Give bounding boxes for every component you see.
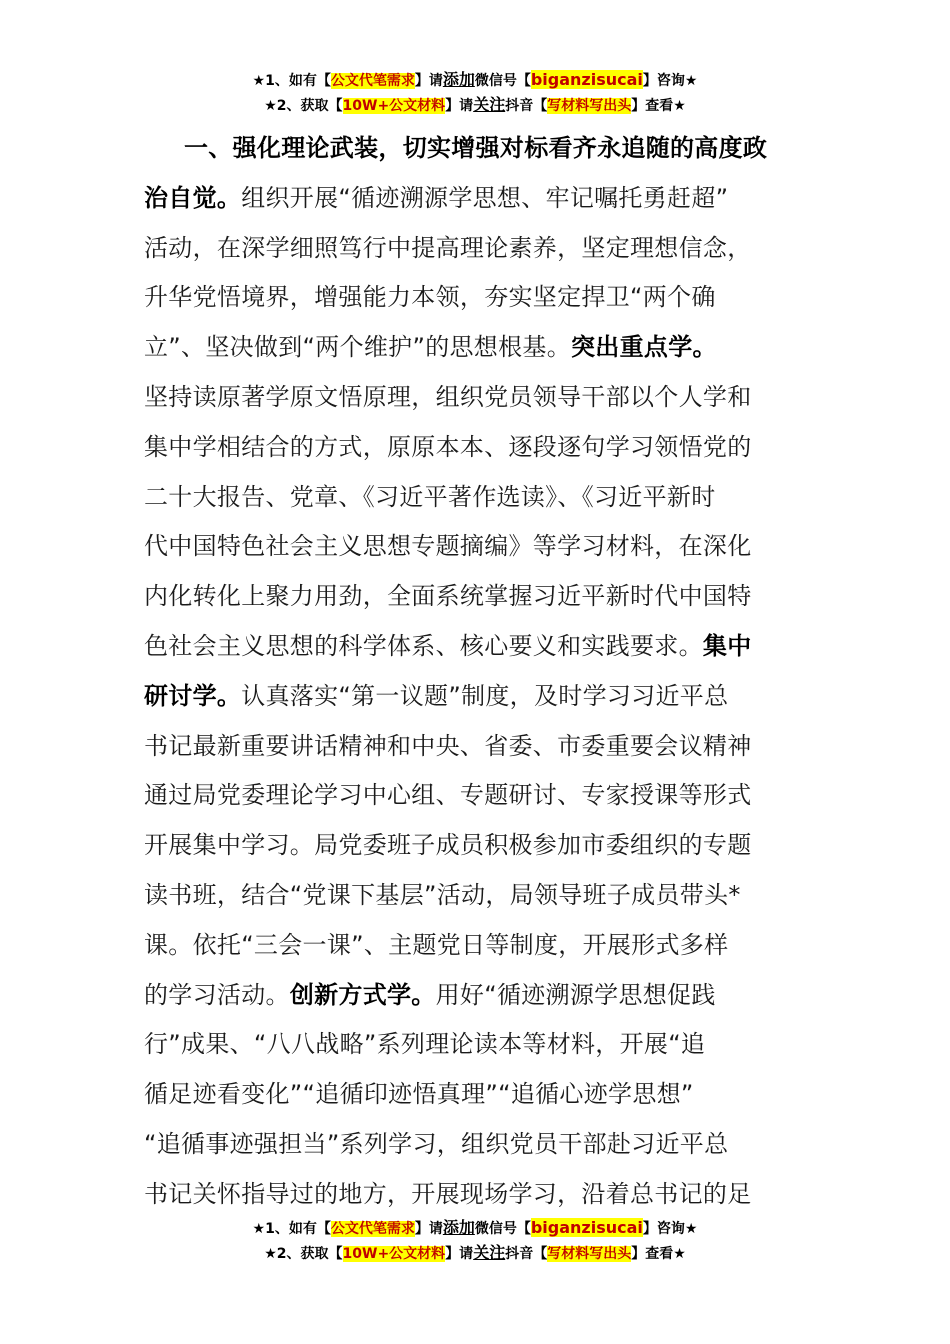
- text-line: [144, 174, 808, 224]
- text-line: 课。依托“三会一课”、主题党日等制度，开展形式多样: [144, 930, 729, 959]
- highlight-service: 公文代笔需求: [330, 1221, 415, 1237]
- document-body: [144, 124, 808, 1220]
- text-line: [144, 323, 808, 373]
- text: 认真落实“第一议题”制度，及时学习习近平总: [241, 681, 729, 710]
- subheading: 突出重点学。: [571, 333, 717, 362]
- text-line: 坚持读原著学原文悟原理，组织党员领导干部以个人学和: [144, 382, 752, 411]
- text-line: 行”成果、“八八战略”系列理论读本等材料，开展“追: [144, 1030, 706, 1059]
- highlight-materials: 10W+公文材料: [342, 1246, 446, 1262]
- banner-text: 】请: [445, 98, 474, 114]
- banner-line-1: [0, 1216, 950, 1241]
- star-icon: ★: [252, 1221, 266, 1237]
- banner-text: 】请: [445, 1246, 474, 1262]
- text-line: 书记最新重要讲话精神和中央、省委、市委重要会议精神: [144, 731, 752, 760]
- text-line: 集中学相结合的方式，原原本本、逐段逐句学习领悟党的: [144, 432, 752, 461]
- text: 立”、坚决做到“两个维护”的思想根基。: [144, 333, 571, 362]
- text-line: 循足迹看变化”“追循印迹悟真理”“追循心迹学思想”: [144, 1080, 694, 1109]
- banner-text: 】咨询★: [642, 73, 698, 89]
- text: 色社会主义思想的科学体系、核心要义和实践要求。: [144, 631, 703, 660]
- text-line: 读书班，结合“党课下基层”活动，局领导班子成员带头*: [144, 880, 741, 909]
- banner-text: 】请: [414, 1221, 443, 1237]
- underlined-text: 关注: [473, 95, 506, 114]
- banner-text: 2、获取【: [276, 1246, 343, 1262]
- text-line: 书记关怀指导过的地方，开展现场学习，沿着总书记的足: [144, 1179, 752, 1208]
- subheading-end: 研讨学。: [144, 681, 242, 710]
- text: 用好“循迹溯源学思想促践: [435, 980, 716, 1009]
- highlight-materials: 10W+公文材料: [342, 98, 446, 114]
- text: 的学习活动。: [144, 980, 290, 1009]
- banner-line-1: [0, 68, 950, 93]
- text-line: 代中国特色社会主义思想专题摘编》等学习材料，在深化: [144, 532, 752, 561]
- text-line: “追循事迹强担当”系列学习，组织党员干部赴习近平总: [144, 1129, 729, 1158]
- banner-text: 2、获取【: [276, 98, 343, 114]
- section-heading: 一、强化理论武装，切实增强对标看齐永追随的高度政: [184, 134, 768, 162]
- banner-text: 抖音【: [505, 1246, 548, 1262]
- highlight-service: 公文代笔需求: [330, 73, 415, 89]
- banner-text: 微信号【: [474, 1221, 531, 1237]
- heading-line: [144, 124, 808, 174]
- star-icon: ★: [264, 1246, 277, 1262]
- subheading: 集中: [702, 631, 752, 660]
- text-line: 二十大报告、党章、《习近平著作选读》、《习近平新时: [144, 482, 716, 511]
- underlined-text: 关注: [473, 1243, 506, 1262]
- wechat-id: biganzisucai: [530, 1218, 643, 1237]
- banner-text: 1、如有【: [265, 73, 331, 89]
- banner-text: 】查看★: [631, 1246, 686, 1262]
- banner-text: 】请: [414, 73, 443, 89]
- subheading: 创新方式学。: [289, 980, 436, 1009]
- underlined-text: 添加: [442, 1218, 475, 1237]
- text-line: 内化转化上聚力用劲，全面系统掌握习近平新时代中国特: [144, 582, 752, 611]
- section-heading-end: 治自觉。: [144, 183, 242, 212]
- text-line: [144, 971, 808, 1021]
- header-banner: [0, 68, 950, 118]
- text-line: [144, 622, 808, 672]
- douyin-account: 写材料写出头: [547, 1246, 632, 1262]
- text: 组织开展“循迹溯源学思想、牢记嘱托勇赶超”: [241, 183, 729, 212]
- banner-text: 微信号【: [474, 73, 531, 89]
- star-icon: ★: [264, 98, 277, 114]
- banner-line-2: [0, 93, 950, 118]
- underlined-text: 添加: [442, 70, 475, 89]
- banner-text: 1、如有【: [265, 1221, 331, 1237]
- text-line: [144, 672, 808, 722]
- douyin-account: 写材料写出头: [547, 98, 632, 114]
- banner-line-2: [0, 1241, 950, 1266]
- banner-text: 抖音【: [505, 98, 548, 114]
- text-line: 升华党悟境界，增强能力本领，夯实坚定捍卫“两个确: [144, 283, 716, 312]
- text-line: 开展集中学习。局党委班子成员积极参加市委组织的专题: [144, 831, 752, 860]
- banner-text: 】咨询★: [642, 1221, 698, 1237]
- text-line: 活动，在深学细照笃行中提高理论素养，坚定理想信念，: [144, 233, 752, 262]
- wechat-id: biganzisucai: [530, 70, 643, 89]
- footer-banner: [0, 1216, 950, 1266]
- text-line: 通过局党委理论学习中心组、专题研讨、专家授课等形式: [144, 781, 752, 810]
- star-icon: ★: [252, 73, 266, 89]
- banner-text: 】查看★: [631, 98, 686, 114]
